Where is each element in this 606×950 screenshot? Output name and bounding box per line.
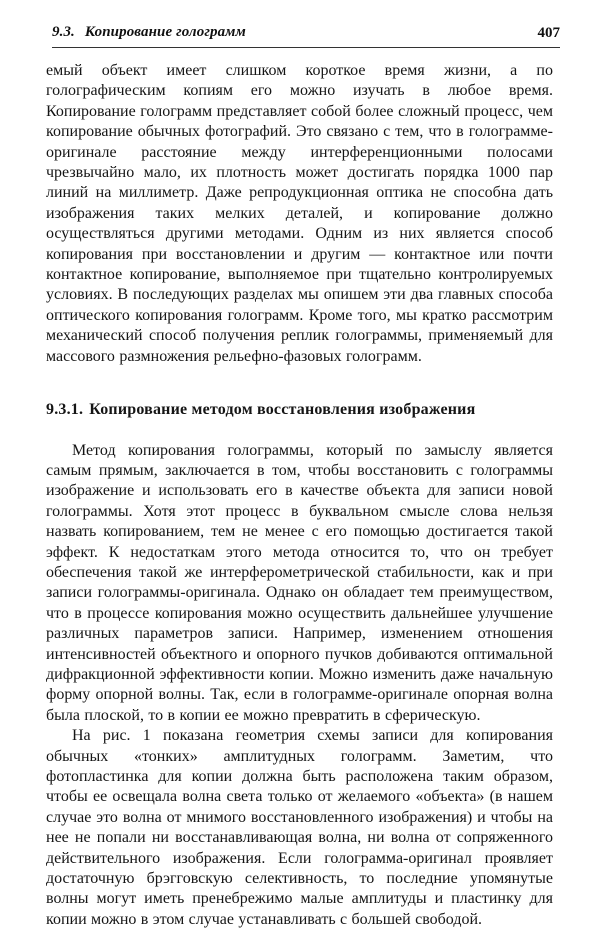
header-divider — [52, 47, 560, 48]
intro-paragraph: емый объект имеет слишком короткое время жизни, а по голографическим копиям его можно изучать в любое время. Копирование голограмм представляет собой более сложный процесс, чем копирование обычных фотографий. Это связано с тем, что в голограмме-оригинале расстояние между интерференционными полосами чрезвычайно мало, их плотность может достигать порядка 1000 пар линий на миллиметр. Даже репродукционная оптика не способна дать изображения таких мелких деталей, и копирование должно осуществляться другими методами. Одним из них является способ копирования при восстановлении и другим — контактное или почти контактное копирование, выполняемое при тщательно контролируемых условиях. В последующих разделах мы опишем эти два главных способа оптического копирования голограмм. Кроме того, мы кратко рассмотрим механический способ получения реплик голограммы, применяемый для массового размножения рельефно-фазовых голограмм. — [46, 62, 553, 365]
section-number: 9.3. — [52, 24, 75, 40]
subsection-number: 9.3.1. — [46, 401, 84, 419]
paragraph-method-description: Метод копирования голограммы, который по замыслу является самым прямым, заключается в том, чтобы восстановить с голограммы изображение и использовать его в качестве объекта для записи новой голограммы. Хотя этот процесс в буквальном смысле слова нельзя назвать копированием, тем не менее с его помощью достигается такой эффект. К недостаткам этого метода относится то, что он требует обеспечения такой же интерферометрической стабильности, как и при записи голограммы-оригинала. Однако он обладает тем преимуществом, что в процессе копирования можно осуществить дальнейшее улучшение различных параметров записи. Например, изменением отношения интенсивностей объектного и опорного пучков добиваются оптимальной дифракционной эффективности копии. Можно изменить даже начальную форму опорной волны. Так, если в голограмме-оригинале опорная волна была плоской, то в копии ее можно превратить в сферическую. — [46, 441, 553, 724]
section-title: Копирование голограмм — [84, 24, 246, 40]
paragraph-figure-description: На рис. 1 показана геометрия схемы записи для копирования обычных «тонких» амплитудных голограмм. Заметим, что фотопластинка для копии должна быть расположена таким образом, чтобы ее освещала волна света только от желаемого «объекта» (в нашем случае это волна от мнимого восстановленного изображения) и чтобы на нее не попали ни восстанавливающая волна, ни волна от сопряженного действительного изображения. Если голограмма-оригинал проявляет достаточную брэгговскую селективность, то последние упомянутые волны могут иметь пренебрежимо малые амплитуды и пластинку для копии можно в этом случае устанавливать с большей свободой. — [46, 727, 553, 928]
subsection-title: Копирование методом восстановления изображения — [89, 401, 476, 419]
subsection-heading — [46, 400, 553, 420]
page-content — [46, 61, 553, 930]
page-number: 407 — [537, 25, 560, 41]
running-header-title — [52, 24, 246, 41]
running-header — [52, 24, 560, 48]
